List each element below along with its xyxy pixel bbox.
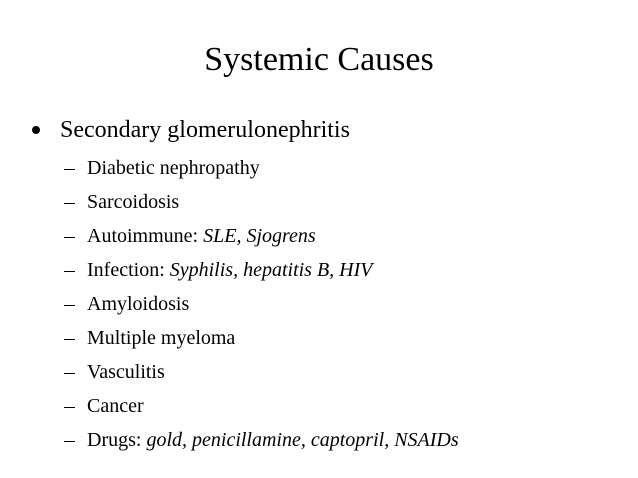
sub-bullet-text [87, 290, 189, 318]
dash-icon [64, 237, 75, 239]
sub-bullet-item [64, 151, 624, 185]
sub-bullet-text [87, 358, 165, 386]
dash-icon [64, 203, 75, 205]
sub-bullet-text [87, 426, 459, 454]
dash-icon [64, 305, 75, 307]
sub-bullet-item [64, 321, 624, 355]
sub-bullet-item [64, 423, 624, 457]
dash-icon [64, 271, 75, 273]
sub-bullet-label: Drugs: [87, 429, 147, 451]
dash-icon [64, 441, 75, 443]
sub-bullet-label: Autoimmune: [87, 225, 204, 247]
sub-bullet-label: Vasculitis [87, 361, 165, 383]
main-bullet [32, 114, 350, 146]
sub-bullet-label: Diabetic nephropathy [87, 157, 260, 179]
sub-bullet-text [87, 222, 316, 250]
sub-bullet-label: Sarcoidosis [87, 191, 180, 213]
sub-bullet-item [64, 287, 624, 321]
dash-icon [64, 339, 75, 341]
sub-bullet-detail: Syphilis, hepatitis B, HIV [169, 259, 373, 281]
dash-icon [64, 407, 75, 409]
sub-bullet-list [64, 151, 624, 457]
bullet-dot-icon [32, 126, 40, 134]
dash-icon [64, 373, 75, 375]
sub-bullet-item [64, 185, 624, 219]
sub-bullet-text [87, 188, 179, 216]
sub-bullet-label: Amyloidosis [87, 293, 190, 315]
sub-bullet-item [64, 355, 624, 389]
main-bullet-text: Secondary glomerulonephritis [60, 117, 350, 143]
sub-bullet-label: Cancer [87, 395, 144, 417]
sub-bullet-item [64, 253, 624, 287]
sub-bullet-text [87, 392, 144, 420]
sub-bullet-item [64, 219, 624, 253]
sub-bullet-text [87, 324, 235, 352]
sub-bullet-label: Multiple myeloma [87, 327, 236, 349]
sub-bullet-text [87, 154, 260, 182]
sub-bullet-label: Infection: [87, 259, 170, 281]
sub-bullet-item [64, 389, 624, 423]
slide-title: Systemic Causes [204, 41, 434, 78]
dash-icon [64, 169, 75, 171]
sub-bullet-detail: gold, penicillamine, captopril, NSAIDs [146, 429, 459, 451]
sub-bullet-detail: SLE, Sjogrens [203, 225, 316, 247]
sub-bullet-text [87, 256, 373, 284]
